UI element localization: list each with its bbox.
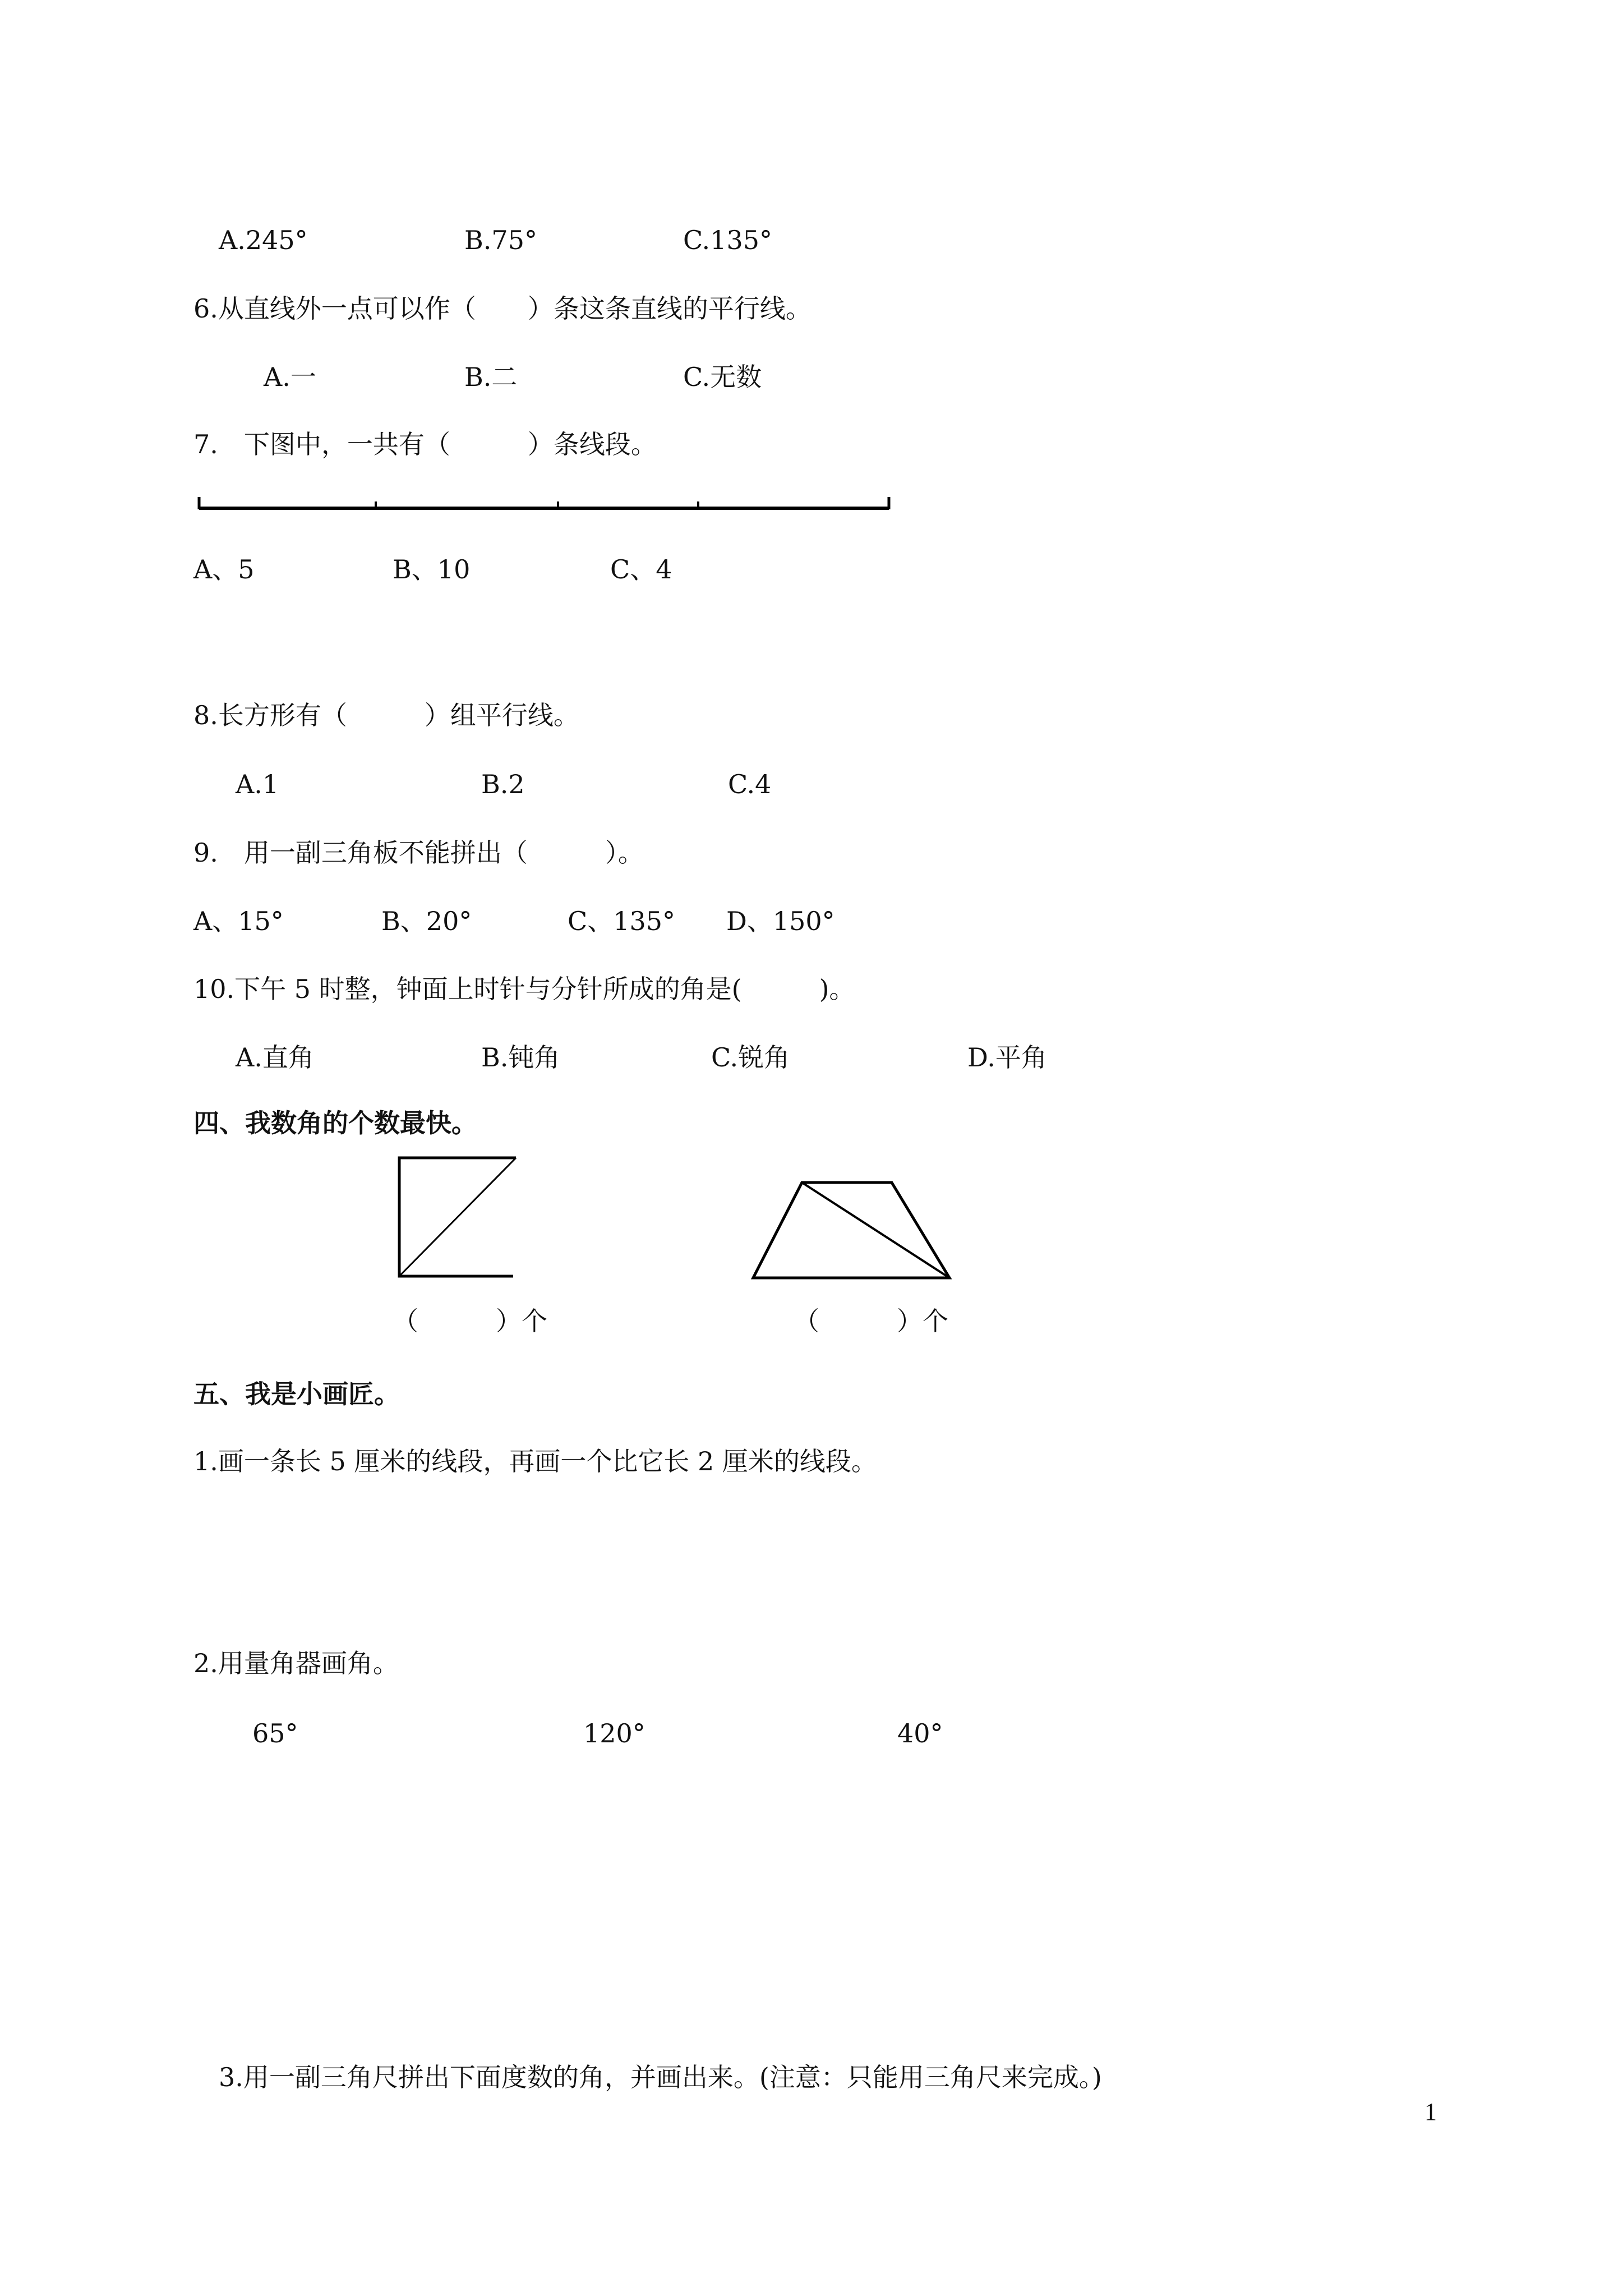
q7-stem: 7. 下图中，一共有（ ）条线段。 xyxy=(193,429,657,459)
q7-option-c: C、4 xyxy=(610,554,672,585)
q10-option-c: C.锐角 xyxy=(711,1042,790,1073)
q6-option-a: A.一 xyxy=(264,362,316,392)
q9-option-d: D、150° xyxy=(726,906,835,936)
angle-120: 120° xyxy=(583,1718,645,1749)
q7-option-a: A、5 xyxy=(193,554,255,585)
angle-65: 65° xyxy=(252,1718,298,1749)
q10-option-b: B.钝角 xyxy=(481,1042,560,1073)
q10-option-d: D.平角 xyxy=(967,1042,1047,1073)
section4-answer-left: （ ）个 xyxy=(393,1306,547,1336)
q9-option-c: C、135° xyxy=(568,906,675,936)
q8-option-a: A.1 xyxy=(236,769,279,799)
q10-option-a: A.直角 xyxy=(236,1042,314,1073)
section5-item1: 1.画一条长 5 厘米的线段，再画一个比它长 2 厘米的线段。 xyxy=(193,1446,877,1476)
q7-option-b: B、10 xyxy=(393,554,471,585)
angle-40: 40° xyxy=(897,1718,943,1749)
q9-stem: 9. 用一副三角板不能拼出（ ）。 xyxy=(193,838,644,868)
q5-option-c: C.135° xyxy=(683,225,772,255)
section5-item3: 3.用一副三角尺拼出下面度数的角，并画出来。(注意：只能用三角尺来完成。) xyxy=(219,2062,1102,2092)
q6-stem: 6.从直线外一点可以作（ ）条这条直线的平行线。 xyxy=(193,293,811,324)
q8-option-b: B.2 xyxy=(481,769,525,799)
q6-option-c: C.无数 xyxy=(683,362,762,392)
q9-option-a: A、15° xyxy=(193,906,284,936)
section4-heading: 四、我数角的个数最快。 xyxy=(193,1108,477,1138)
section4-answer-right: （ ）个 xyxy=(794,1306,948,1336)
trapezoid-figure xyxy=(749,1178,956,1285)
q8-option-c: C.4 xyxy=(728,769,772,799)
section5-item2: 2.用量角器画角。 xyxy=(193,1648,399,1678)
angle-figure-square xyxy=(393,1156,527,1285)
q5-option-b: B.75° xyxy=(464,225,537,255)
q10-stem: 10.下午 5 时整，钟面上时针与分针所成的角是( )。 xyxy=(193,974,855,1004)
page-number: 1 xyxy=(1424,2098,1437,2125)
q6-option-b: B.二 xyxy=(464,362,518,392)
section5-heading: 五、我是小画匠。 xyxy=(193,1379,400,1409)
segment-figure xyxy=(191,488,897,516)
q9-option-b: B、20° xyxy=(381,906,472,936)
q8-stem: 8.长方形有（ ）组平行线。 xyxy=(193,700,579,730)
q5-option-a: A.245° xyxy=(219,225,308,255)
